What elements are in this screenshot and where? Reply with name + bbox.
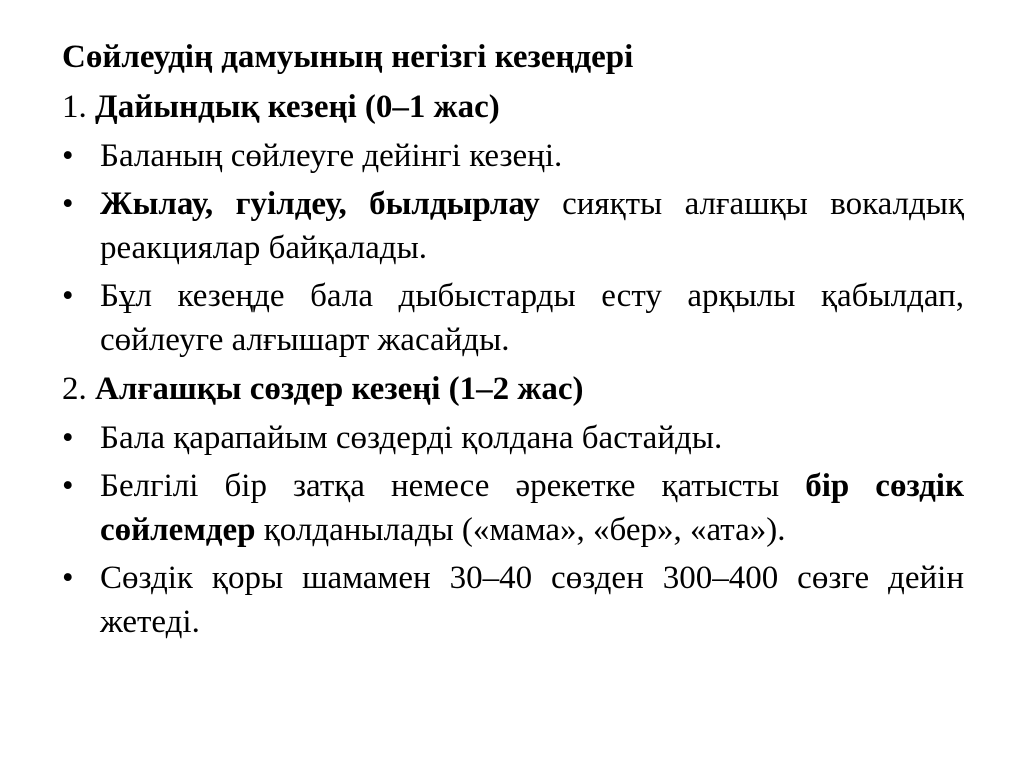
bullet-bold-text: Жылау, гуілдеу, былдырлау bbox=[100, 186, 540, 222]
section-number: 1. bbox=[62, 89, 87, 125]
bullet-text-pre: Белгілі бір затқа немесе әрекетке қатысты bbox=[100, 468, 806, 504]
list-item bbox=[62, 274, 964, 362]
bullet-dot-icon: • bbox=[62, 138, 74, 174]
list-item bbox=[62, 416, 964, 460]
list-item bbox=[62, 464, 964, 552]
bullet-dot-icon: • bbox=[62, 468, 74, 504]
bullet-dot-icon: • bbox=[62, 420, 74, 456]
section-number: 2. bbox=[62, 371, 87, 407]
slide-content bbox=[62, 34, 964, 648]
section-title: Дайындық кезеңі (0–1 жас) bbox=[95, 89, 500, 125]
section-heading-1 bbox=[62, 84, 964, 130]
bullet-dot-icon: • bbox=[62, 186, 74, 222]
bullet-text: қолданылады («мама», «бер», «ата»). bbox=[255, 512, 786, 548]
bullet-bold-text: бір сөздік сөйлемдер bbox=[100, 468, 964, 548]
bullet-text: Бала қарапайым сөздерді қолдана бастайды. bbox=[100, 420, 723, 456]
bullet-list-1 bbox=[62, 134, 964, 362]
bullet-text: Баланың сөйлеуге дейінгі кезеңі. bbox=[100, 138, 563, 174]
section-title: Алғашқы сөздер кезеңі (1–2 жас) bbox=[95, 371, 584, 407]
bullet-dot-icon: • bbox=[62, 278, 74, 314]
list-item bbox=[62, 182, 964, 270]
bullet-text: Сөздік қоры шамамен 30–40 сөзден 300–400 сөзге дейін жетеді. bbox=[100, 560, 964, 640]
bullet-list-2 bbox=[62, 416, 964, 644]
list-item bbox=[62, 134, 964, 178]
list-item bbox=[62, 556, 964, 644]
bullet-text: Бұл кезеңде бала дыбыстарды есту арқылы қабылдап, сөйлеуге алғышарт жасайды. bbox=[100, 278, 964, 358]
bullet-text: сияқты алғашқы вокалдық реакциялар байқалады. bbox=[100, 186, 965, 266]
slide-title: Сөйлеудің дамуының негізгі кезеңдері bbox=[62, 39, 634, 75]
bullet-dot-icon: • bbox=[62, 560, 74, 596]
section-heading-2 bbox=[62, 366, 964, 412]
